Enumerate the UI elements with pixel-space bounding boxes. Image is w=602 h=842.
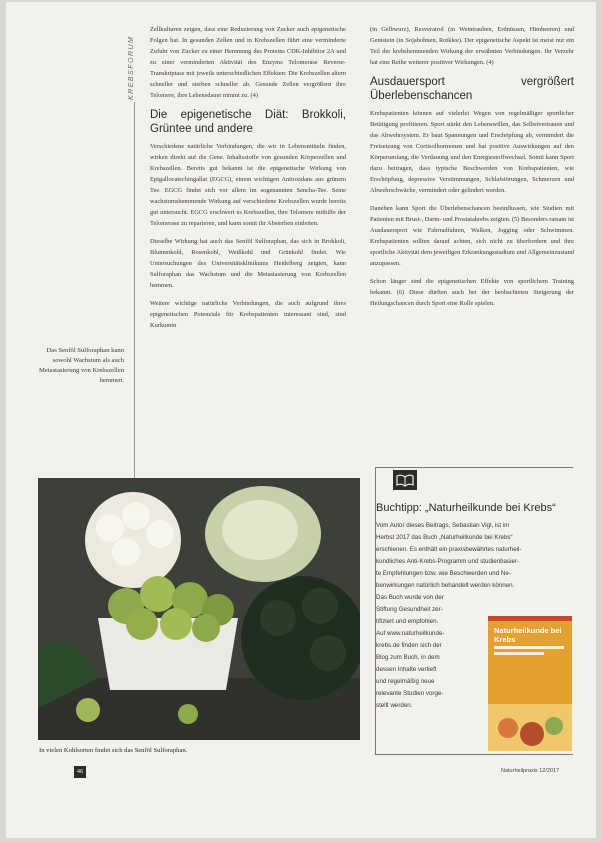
left-para-1: Verschiedene natürliche Verbindungen, die wir in Lebensmitteln finden, wirken direkt auf die Gene. Inhaltsstoffe von gesunden Körperzellen und Krebszellen. Bereits gut bekannt ist die epigenetische Wirkung von Epigallocatechingallat (EGCG), einem wichtigen Antioxidans aus grünem Tee. EGCG findet sich vor allem im sogenannten Sencha-Tee. Seine wachstumshemmende Wirkung auf verschiedene Krebszellen wurde bereits gut untersucht. EGCG erschwert es Krebszellen, ihre Telomere mithilfe der Telomerase zu reparieren, und kann somit ihr Absterben einleiten.: [150, 143, 346, 227]
left-intro: Zellkulturen zeigen, dass eine Reduzierung von Zucker auch epigenetische Folgen hat. In gesunden Zellen und in Krebszellen führt eine verminderte Zufuhr von Zucker zu einer Hemmung des Proteins CDK-Inhibitor 2A und zu einer verminderten Aktivität des Enzyms Telomerase Reverse-Transkriptase mit jeweils unterschiedlichen Effekten: Die Krebszellen altern schneller und sterben schneller ab. Gesunde Zellen vergrößern ihre Telomere, ihre Lebensdauer nimmt zu. (4): [150, 26, 346, 99]
book-text-line: erschienen. Es enthält ein praxisbewährtes naturheil-: [376, 546, 522, 553]
vegetables-photo: [38, 478, 360, 740]
book-text-line: te Empfehlungen bzw. wie Beschwerden und Ne-: [376, 570, 511, 577]
book-box-bottom-rule: [375, 754, 573, 755]
section-label: KREBSFORUM: [128, 35, 135, 100]
book-text-line: Blog zum Buch, in dem: [376, 654, 440, 661]
book-text-line: Vom Autor dieses Beitrags, Sebastian Vigl, ist im: [376, 522, 510, 529]
book-text-line: Herbst 2017 das Buch „Naturheilkunde bei Krebs“: [376, 534, 513, 541]
book-text-line: Stiftung Gesundheit zer-: [376, 606, 443, 613]
book-text-line: Auf www.naturheilkunde-: [376, 630, 445, 637]
right-para-1: Krebspatienten können auf vielerlei Wegen von regelmäßiger sportlicher Betätigung profitieren. Sport stärkt den Lebenswillen, das Selbstvertrauen und das Abwehrsystem. Er baut Spannungen und Erschöpfung ab, vermindert die Freisetzung von Cortisolhormonen und hat positive Auswirkungen auf den Körperumfang, die Verdauung und den Energiestoffwechsel. Somit kann Sport dazu beitragen, dass typische Beschwerden von Krebspatienten, wie Erschöpfung, depressive Verstimmungen, Schlafstörungen, Schmerzen und Abwehrschwäche, vermindert oder gelindert werden.: [370, 110, 574, 194]
page-footer: Naturheilpraxis 12/2017: [501, 768, 560, 774]
right-para-2: Daneben kann Sport die Überlebenschancen beeinflussen, wie Studien mit Patienten mit Brust-, Darm- und Prostatakrebs zeigten. (5) Besonders ratsam ist Ausdauersport wie Fahrradfahren, Walken, Jogging oder Schwimmen. Krebspatienten sollten darauf achten, sich nicht zu überfordern und ihre sportliche Aktivität dem jeweiligen Erkrankungsstadium und Allgemeinzustand anzupassen.: [370, 205, 574, 267]
book-text-line: und regelmäßig neue: [376, 678, 435, 685]
right-column: [370, 24, 574, 316]
page-number: 46: [74, 766, 86, 778]
heading-endurance-sport: Ausdauersport vergrößert Überlebenschancen: [370, 76, 574, 102]
book-text-line: dessen Inhalte vertieft: [376, 666, 437, 673]
book-text-line: tifiziert und empfohlen.: [376, 618, 439, 625]
vegetables-illustration: [38, 478, 360, 740]
book-box-top-rule: [375, 467, 573, 468]
book-text-line: kundliches Anti-Krebs-Programm und studienbasier-: [376, 558, 520, 565]
section-rule: [134, 102, 135, 482]
photo-caption: In vielen Kohlsorten findet sich das Senföl Sulforaphan.: [39, 747, 188, 754]
book-cover: [488, 616, 572, 751]
magazine-page: [6, 2, 596, 838]
book-text-line: Das Buch wurde von der: [376, 594, 444, 601]
right-intro: (in Gelbwurz), Resveratrol (in Weintrauben, Erdnüssen, Himbeeren) und Genistein (in Sojabohnen, Rotklee). Der epigenetische Aspekt ist meist nur ein Teil der krebshemmenden Wirkung der erwähnten Verbindungen. Ihr Verzehr hat eine Reihe weiterer positiver Wirkungen. (4): [370, 26, 574, 66]
right-para-3: Schon länger sind die epigenetischen Effekte von sportlichem Training bekannt. (6) Diese dürften auch bei der beobachteten Steigerung der Heilungschancen durch Sport eine Rolle spielen.: [370, 278, 574, 307]
book-icon: [393, 470, 417, 490]
pull-quote: Das Senföl Sulforaphan kann sowohl Wachstum als auch Metastasierung von Krebszellen hemmen.: [39, 347, 124, 384]
left-column: [150, 24, 346, 338]
heading-epigenetic-diet: Die epigenetische Diät: Brokkoli, Grüntee und andere: [150, 109, 346, 135]
left-para-3: Weitere wichtige natürliche Verbindungen, die auch aufgrund ihres epigenetischen Potenzials für Krebspatienten interessant sind, sind Kurkumin: [150, 300, 346, 329]
book-text-line: krebs.de finden sich der: [376, 642, 442, 649]
book-cover-title: Naturheilkunde bei Krebs: [494, 626, 562, 644]
book-text-line: stellt werden.: [376, 702, 413, 709]
book-text-line: benwirkungen natürlich behandelt werden können.: [376, 582, 515, 589]
book-box-title: Buchtipp: „Naturheilkunde bei Krebs“: [376, 502, 556, 514]
book-text-line: relevante Studien vorge-: [376, 690, 444, 697]
left-para-2: Dieselbe Wirkung hat auch das Senföl Sulforaphan, das sich in Brokkoli, Blumenkohl, Rosenkohl, Weißkohl und Grünkohl findet. Wie Untersuchungen des Universitätsklinikums Heidelberg zeigten, kann Sulforaphan das Wachstum und die Metastasierung von Krebszellen hemmen.: [150, 238, 346, 289]
